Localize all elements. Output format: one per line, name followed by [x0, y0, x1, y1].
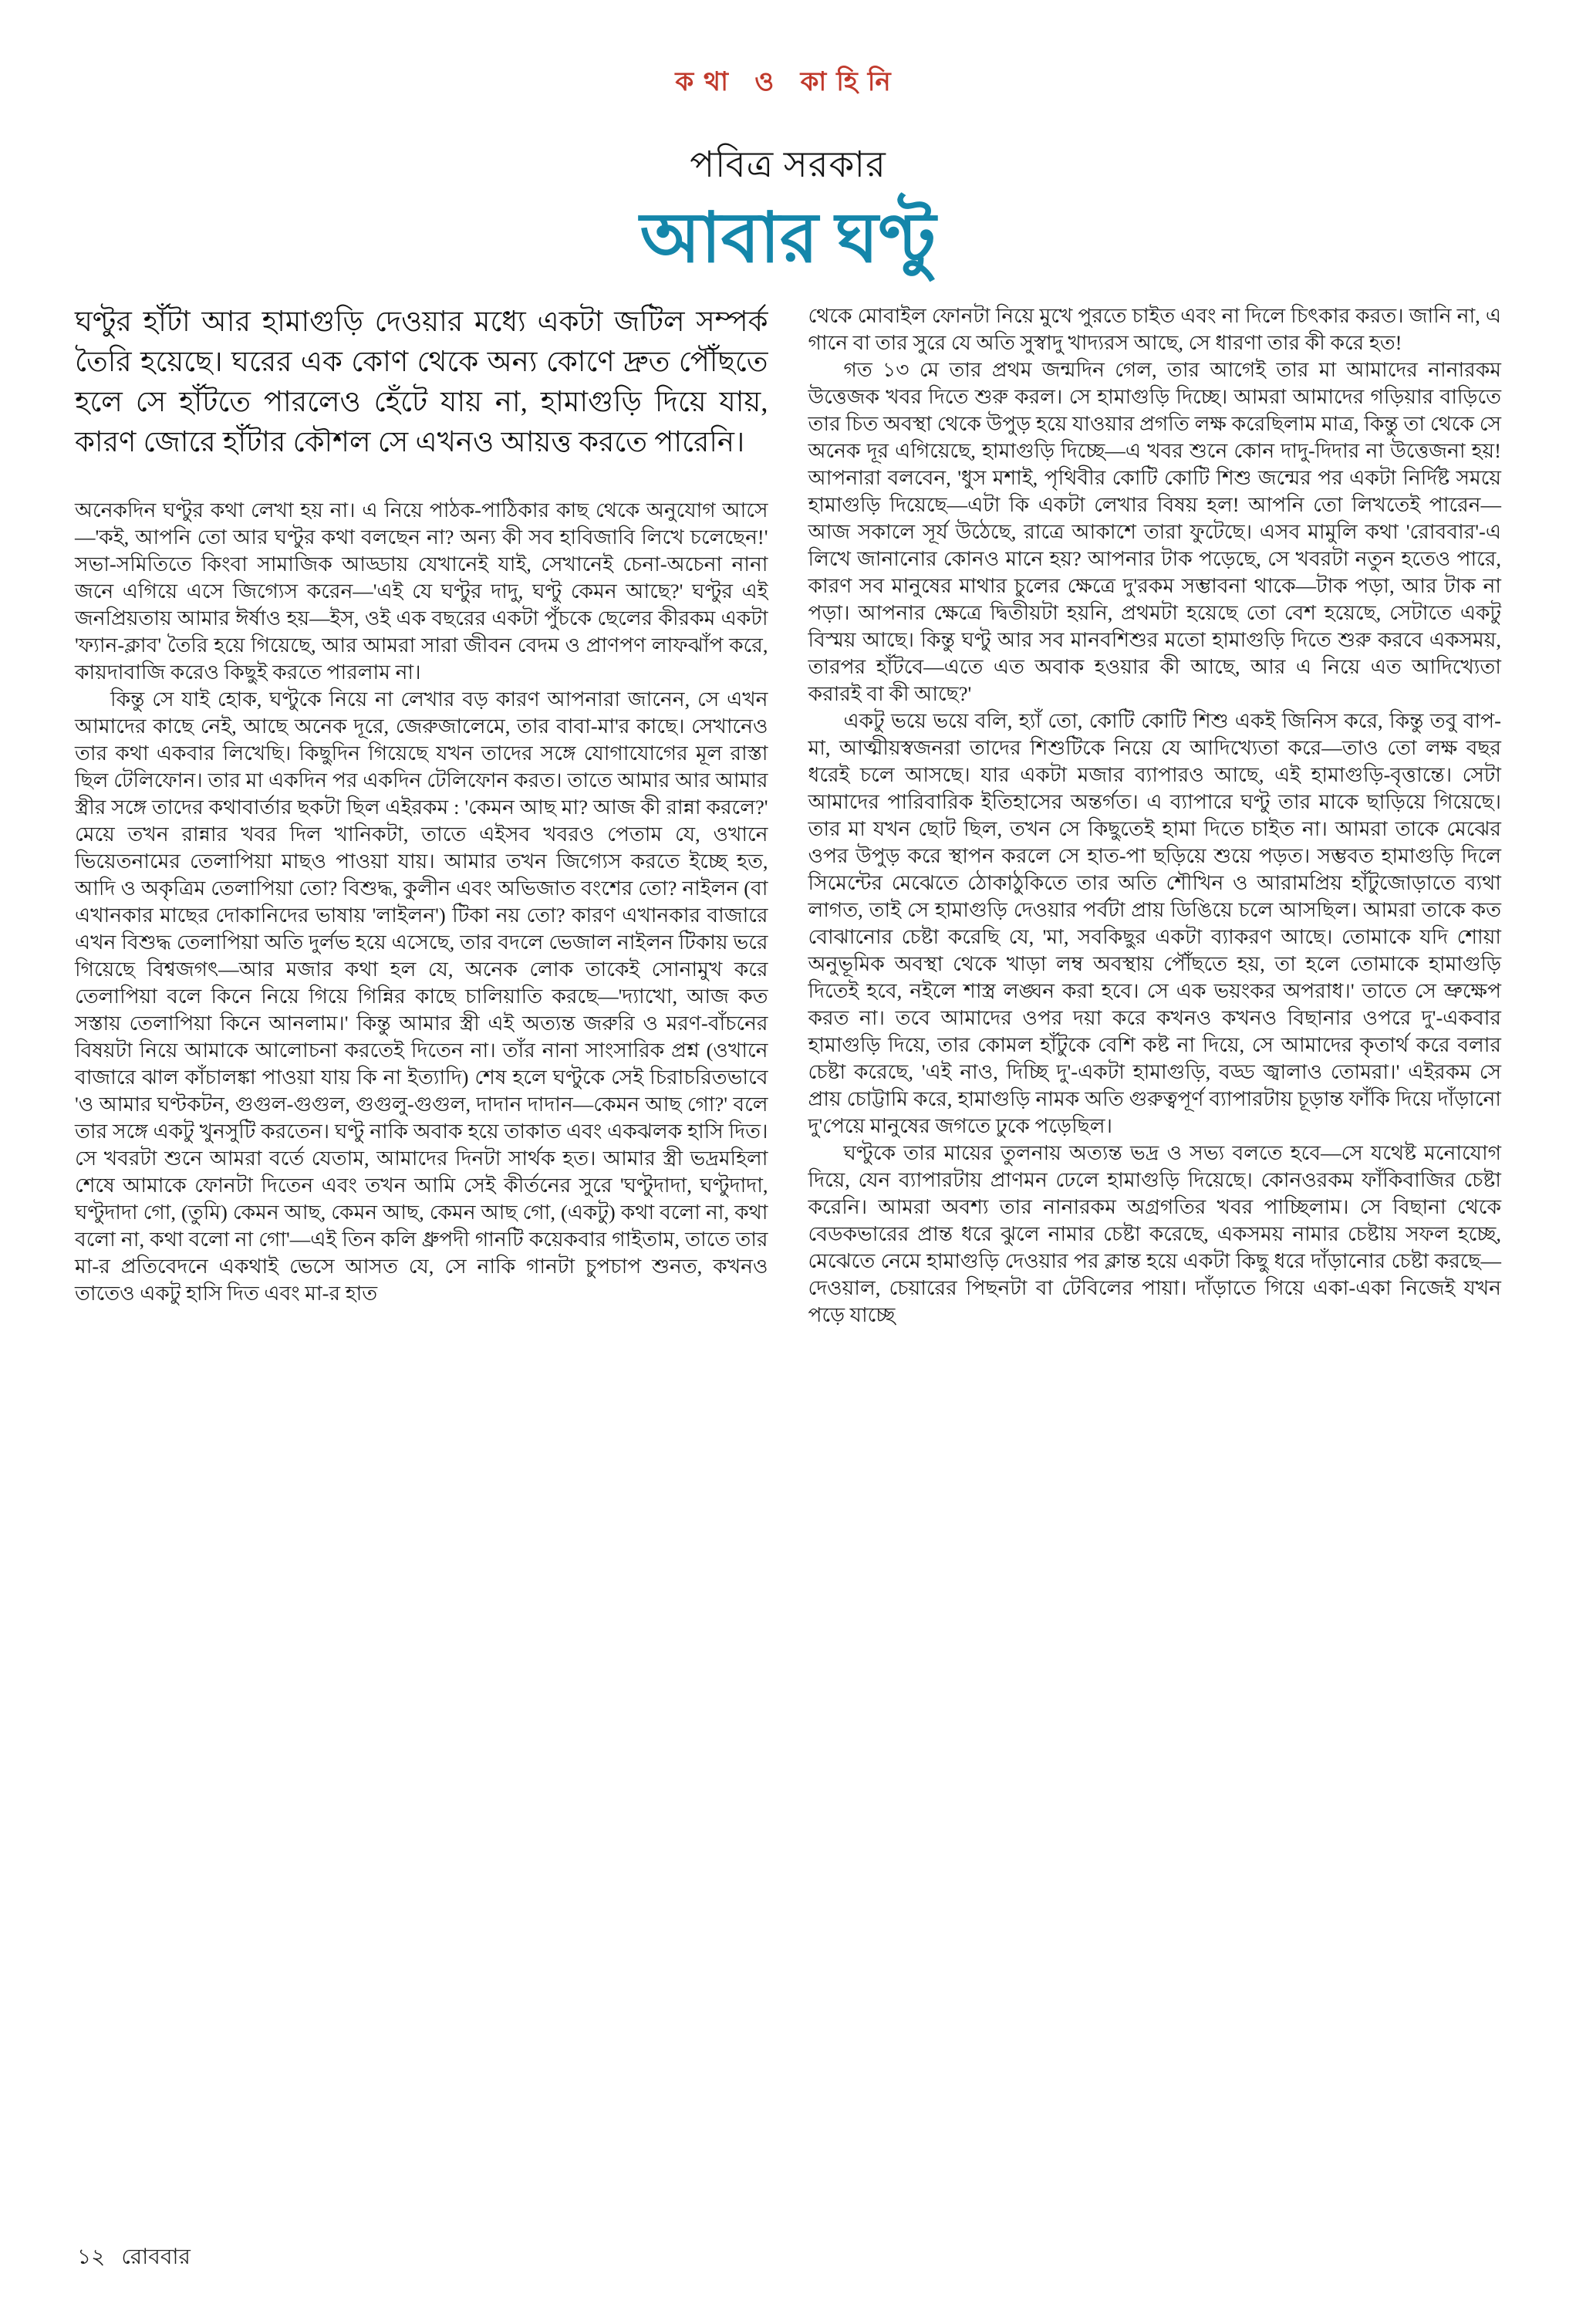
right-column [808, 302, 1502, 1329]
paragraph: কিন্তু সে যাই হোক, ঘণ্টুকে নিয়ে না লেখার বড় কারণ আপনারা জানেন, সে এখন আমাদের কাছে নেই, আছে অনেক দূরে, জেরুজালেমে, তার বাবা-মা'র কাছে। সেখানেও তার কথা একবার লিখেছি। কিছুদিন গিয়েছে যখন তাদের সঙ্গে যোগাযোগের মূল রাস্তা ছিল টেলিফোন। তার মা একদিন পর একদিন টেলিফোন করত। তাতে আমার আর আমার স্ত্রীর সঙ্গে তাদের কথাবার্তার ছকটা ছিল এইরকম : 'কেমন আছ মা? আজ কী রান্না করলে?' মেয়ে তখন রান্নার খবর দিল খানিকটা, তাতে এইসব খবরও পেতাম যে, ওখানে ভিয়েতনামের তেলাপিয়া মাছও পাওয়া যায়। আমার তখন জিগ্যেস করতে ইচ্ছে হত, আদি ও অকৃত্রিম তেলাপিয়া তো? বিশুদ্ধ, কুলীন এবং অভিজাত বংশের তো? নাইলন (বা এখানকার মাছের দোকানিদের ভাষায় 'লাইলন') টিকা নয় তো? কারণ এখানকার বাজারে এখন বিশুদ্ধ তেলাপিয়া অতি দুর্লভ হয়ে এসেছে, তার বদলে ভেজাল নাইলন টিকায় ভরে গিয়েছে বিশ্বজগৎ—আর মজার কথা হল যে, অনেক লোক তাকেই সোনামুখ করে তেলাপিয়া বলে কিনে নিয়ে গিয়ে গিন্নির কাছে চালিয়াতি করছে—'দ্যাখো, আজ কত সস্তায় তেলাপিয়া কিনে আনলাম।' কিন্তু আমার স্ত্রী এই অত্যন্ত জরুরি ও মরণ-বাঁচনের বিষয়টা নিয়ে আমাকে আলোচনা করতেই দিতেন না। তাঁর নানা সাংসারিক প্রশ্ন (ওখানে বাজারে ঝাল কাঁচালঙ্কা পাওয়া যায় কি না ইত্যাদি) শেষ হলে ঘণ্টুকে সেই চিরাচরিতভাবে 'ও আমার ঘণ্টকটন, গুগুল-গুগুল, গুগুলু-গুগুল, দাদান দাদান—কেমন আছ গো?' বলে তার সঙ্গে একটু খুনসুটি করতেন। ঘণ্টু নাকি অবাক হয়ে তাকাত এবং একঝলক হাসি দিত। সে খবরটা শুনে আমরা বর্তে যেতাম, আমাদের দিনটা সার্থক হত। আমার স্ত্রী ভদ্রমহিলা শেষে আমাকে ফোনটা দিতেন এবং তখন আমি সেই কীর্তনের সুরে 'ঘণ্টুদাদা, ঘণ্টুদাদা, ঘণ্টুদাদা গো, (তুমি) কেমন আছ, কেমন আছ, কেমন আছ গো, (একটু) কথা বলো না, কথা বলো না, কথা বলো না গো'—এই তিন কলি ধ্রুপদী গানটি কয়েকবার গাইতাম, তাতে তার মা-র প্রতিবেদনে একথাই ভেসে আসত যে, সে নাকি গানটা চুপচাপ শুনত, কখনও তাতেও একটু হাসি দিত এবং মা-র হাত [75, 687, 768, 1305]
section-kicker: কথা ও কাহিনি [675, 68, 901, 96]
paragraph: অনেকদিন ঘণ্টুর কথা লেখা হয় না। এ নিয়ে পাঠক-পাঠিকার কাছ থেকে অনুযোগ আসে—'কই, আপনি তো আর ঘণ্টুর কথা বলছেন না? অন্য কী সব হাবিজাবি লিখে চলেছেন!' সভা-সমিতিতে কিংবা সামাজিক আড্ডায় যেখানেই যাই, সেখানেই চেনা-অচেনা নানা জনে এগিয়ে এসে জিগ্যেস করেন—'এই যে ঘণ্টুর দাদু, ঘণ্টু কেমন আছে?' ঘণ্টুর এই জনপ্রিয়তায় আমার ঈর্ষাও হয়—ইস, ওই এক বছরের একটা পুঁচকে ছেলের কীরকম একটা 'ফ্যান-ক্লাব' তৈরি হয়ে গিয়েছে, আর আমরা সারা জীবন বেদম ও প্রাণপণ লাফঝাঁপ করে, কায়দাবাজি করেও কিছুই করতে পারলাম না। [75, 498, 768, 684]
paragraph: গত ১৩ মে তার প্রথম জন্মদিন গেল, তার আগেই তার মা আমাদের নানারকম উত্তেজক খবর দিতে শুরু করল। সে হামাগুড়ি দিচ্ছে। আমরা আমাদের গড়িয়ার বাড়িতে তার চিত অবস্থা থেকে উপুড় হয়ে যাওয়ার প্রগতি লক্ষ করেছিলাম মাত্র, কিন্তু তা থেকে সে অনেক দূর এগিয়েছে, হামাগুড়ি দিচ্ছে—এ খবর শুনে কোন দাদু-দিদার না উত্তেজনা হয়! আপনারা বলবেন, 'ধুস মশাই, পৃথিবীর কোটি কোটি শিশু জন্মের পর একটা নির্দিষ্ট সময়ে হামাগুড়ি দিয়েছে—এটা কি একটা লেখার বিষয় হল! আপনি তো লিখতেই পারেন—আজ সকালে সূর্য উঠেছে, রাত্রে আকাশে তারা ফুটেছে। এসব মামুলি কথা 'রোববার'-এ লিখে জানানোর কোনও মানে হয়? আপনার টাক পড়েছে, সে খবরটা নতুন হতেও পারে, কারণ সব মানুষের মাথার চুলের ক্ষেত্রে দু'রকম সম্ভাবনা থাকে—টাক পড়া, আর টাক না পড়া। আপনার ক্ষেত্রে দ্বিতীয়টা হয়নি, প্রথমটা হয়েছে তো বেশ হয়েছে, সেটাতে একটু বিস্ময় আছে। কিন্তু ঘণ্টু আর সব মানবশিশুর মতো হামাগুড়ি দিতে শুরু করবে একসময়, তারপর হাঁটবে—এতে এত অবাক হওয়ার কী আছে, আর এ নিয়ে এত আদিখ্যেতা করারই বা কী আছে?' [808, 357, 1501, 705]
page-footer [77, 2240, 191, 2276]
paragraph: একটু ভয়ে ভয়ে বলি, হ্যাঁ তো, কোটি কোটি শিশু একই জিনিস করে, কিন্তু তবু বাপ-মা, আত্মীয়স্বজনরা তাদের শিশুটিকে নিয়ে যে আদিখ্যেতা করে—তাও তো লক্ষ বছর ধরেই চলে আসছে। যার একটা মজার ব্যাপারও আছে, এই হামাগুড়ি-বৃত্তান্তে। সেটা আমাদের পারিবারিক ইতিহাসের অন্তর্গত। এ ব্যাপারে ঘণ্টু তার মাকে ছাড়িয়ে গিয়েছে। তার মা যখন ছোট ছিল, তখন সে কিছুতেই হামা দিতে চাইত না। আমরা তাকে মেঝের ওপর উপুড় করে স্থাপন করলে সে হাত-পা ছড়িয়ে শুয়ে পড়ত। সম্ভবত হামাগুড়ি দিলে সিমেন্টের মেঝেতে ঠোকাঠুকিতে তার অতি শৌখিন ও আরামপ্রিয় হাঁটুজোড়াতে ব্যথা লাগত, তাই সে হামাগুড়ি দেওয়ার পর্বটা প্রায় ডিঙিয়ে চলে আসছিল। আমরা তাকে কত বোঝানোর চেষ্টা করেছি যে, 'মা, সবকিছুর একটা ব্যাকরণ আছে। তোমাকে যদি শোয়া অনুভূমিক অবস্থা থেকে খাড়া লম্ব অবস্থায় পৌঁছতে হয়, তা হলে তোমাকে হামাগুড়ি দিতেই হবে, নইলে শাস্ত্র লঙ্ঘন করা হবে। সে এক ভয়ংকর অপরাধ।' তাতে সে ভ্রুক্ষেপ করত না। তবে আমাদের ওপর দয়া করে কখনও কখনও বিছানার ওপরে দু'-একবার হামাগুড়ি দিয়ে, তার কোমল হাঁটুকে বেশি কষ্ট না দিয়ে, সে আমাদের কৃতার্থ করে বলার চেষ্টা করেছে, 'এই নাও, দিচ্ছি দু'-একটা হামাগুড়ি, বড্ড জ্বালাও তোমরা।' এইরকম সে প্রায় চোট্টামি করে, হামাগুড়ি নামক অতি গুরুত্বপূর্ণ ব্যাপারটায় চূড়ান্ত ফাঁকি দিয়ে দাঁড়ানো দু'পেয়ে মানুষের জগতে ঢুকে পড়েছিল। [808, 708, 1501, 1137]
paragraph: ঘণ্টুকে তার মায়ের তুলনায় অত্যন্ত ভদ্র ও সভ্য বলতে হবে—সে যথেষ্ট মনোযোগ দিয়ে, যেন ব্যাপারটায় প্রাণমন ঢেলে হামাগুড়ি দিয়েছে। কোনওরকম ফাঁকিবাজির চেষ্টা করেনি। আমরা অবশ্য তার নানারকম অগ্রগতির খবর পাচ্ছিলাম। সে বিছানা থেকে বেডকভারের প্রান্ত ধরে ঝুলে নামার চেষ্টা করেছে, একসময় নামার চেষ্টায় সফল হচ্ছে, মেঝেতে নেমে হামাগুড়ি দেওয়ার পর ক্লান্ত হয়ে একটা কিছু ধরে দাঁড়ানোর চেষ্টা করছে—দেওয়াল, চেয়ারের পিছনটা বা টেবিলের পায়া। দাঁড়াতে গিয়ে একা-একা নিজেই যখন পড়ে যাচ্ছে [808, 1140, 1501, 1326]
article-title: আবার ঘণ্টু [640, 201, 936, 277]
paragraph: থেকে মোবাইল ফোনটা নিয়ে মুখে পুরতে চাইত এবং না দিলে চিৎকার করত। জানি না, এ গানে বা তার সুরে যে অতি সুস্বাদু খাদ্যরস আছে, সে ধারণা তার কী করে হত! [808, 303, 1501, 354]
left-column [75, 302, 768, 1329]
article-body [0, 302, 1576, 1329]
page-number: ১২ [77, 2245, 106, 2269]
page-header [0, 0, 1576, 276]
lead-paragraph: ঘণ্টুর হাঁটা আর হামাগুড়ি দেওয়ার মধ্যে একটা জটিল সম্পর্ক তৈরি হয়েছে। ঘরের এক কোণ থেকে অন্য কোণে দ্রুত পৌঁছতে হলে সে হাঁটতে পারলেও হেঁটে যায় না, হামাগুড়ি দিয়ে যায়, কারণ জোরে হাঁটার কৌশল সে এখনও আয়ত্ত করতে পারেনি। [75, 306, 768, 458]
magazine-name: রোববার [121, 2245, 191, 2269]
author-name: পবিত্র সরকার [690, 145, 886, 185]
